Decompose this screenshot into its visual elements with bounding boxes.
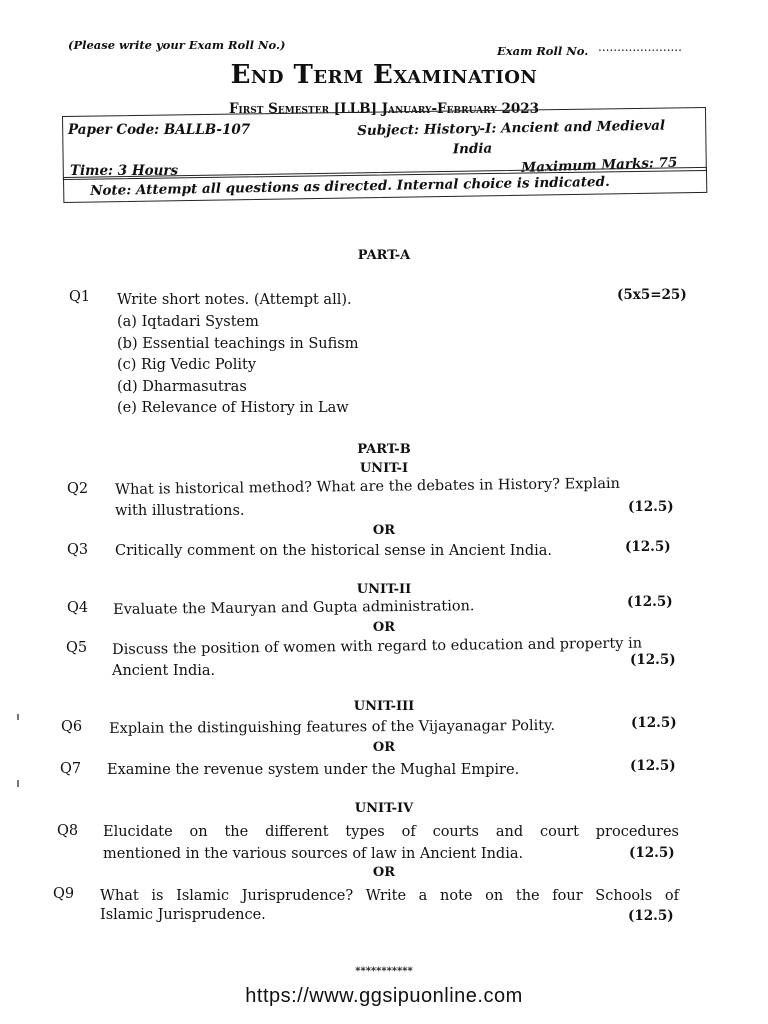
q1-item-e: (e) Relevance of History in Law [117, 400, 349, 416]
or-q8-q9: OR [372, 865, 396, 880]
subject-line-2: India [452, 140, 493, 158]
part-a-heading: PART-A [357, 248, 411, 263]
exam-roll-blank: ...................... [598, 40, 682, 54]
q6-number: Q6 [61, 719, 83, 735]
q1-marks: (5x5=25) [617, 287, 687, 303]
q9-marks: (12.5) [628, 908, 674, 924]
q3-text: Critically comment on the historical sense in Ancient India. [115, 543, 553, 559]
subject [357, 115, 708, 161]
unit-1-heading: UNIT-I [359, 461, 409, 476]
q7-number: Q7 [60, 761, 82, 777]
q6-text: Explain the distinguishing features of the Vijayanagar Polity. [109, 717, 555, 737]
instructions-note: Note: Attempt all questions as directed. Internal choice is indicated. [90, 173, 610, 199]
q1-item-c: (c) Rig Vedic Polity [117, 357, 257, 373]
q1-number: Q1 [69, 289, 91, 305]
q7-text: Examine the revenue system under the Mughal Empire. [107, 762, 520, 778]
q5-line-1: Discuss the position of women with regard to education and property in [112, 635, 643, 658]
q9-line-2: Islamic Jurisprudence. [100, 907, 266, 923]
semester-line: First Semester [LLB] January-February 2023 [228, 101, 540, 117]
q2-number: Q2 [67, 481, 89, 497]
exam-roll-label: Exam Roll No. [497, 44, 589, 58]
q1-text: Write short notes. (Attempt all). [117, 292, 352, 308]
q8-line-2: mentioned in the various sources of law in Ancient India. [103, 846, 524, 862]
unit-2-heading: UNIT-II [356, 582, 412, 597]
q2-line-2: with illustrations. [115, 503, 245, 519]
q1-item-a: (a) Iqtadari System [117, 314, 259, 330]
q9-number: Q9 [53, 886, 75, 902]
scan-speck [17, 714, 19, 720]
scan-speck [17, 780, 19, 787]
q2-line-1: What is historical method? What are the debates in History? Explain [115, 475, 621, 498]
q8-line-1: Elucidate on the different types of courts and court procedures [103, 824, 679, 840]
time-allowed: Time: 3 Hours [70, 163, 179, 179]
q4-text: Evaluate the Mauryan and Gupta administration. [113, 598, 475, 618]
q6-marks: (12.5) [631, 715, 677, 731]
paper-code: Paper Code: BALLB-107 [68, 122, 251, 138]
q7-marks: (12.5) [630, 758, 676, 774]
q5-line-2: Ancient India. [112, 663, 216, 679]
q4-marks: (12.5) [627, 594, 673, 610]
q2-marks: (12.5) [628, 499, 674, 515]
exam-title: End Term Examination [230, 60, 538, 90]
q1-item-d: (d) Dharmasutras [117, 378, 247, 395]
subject-line-1: Subject: History-I: Ancient and Medieval [357, 117, 666, 139]
end-of-paper-stars: *********** [355, 966, 413, 977]
unit-3-heading: UNIT-III [353, 699, 415, 714]
q3-number: Q3 [67, 542, 89, 558]
footer-url: https://www.ggsipuonline.com [245, 985, 523, 1007]
q5-marks: (12.5) [630, 652, 676, 668]
or-q2-q3: OR [372, 523, 396, 538]
q8-number: Q8 [57, 823, 79, 839]
or-q4-q5: OR [372, 620, 396, 635]
q3-marks: (12.5) [625, 539, 671, 555]
unit-4-heading: UNIT-IV [354, 801, 414, 816]
part-b-heading: PART-B [357, 442, 411, 457]
roll-number-instruction: (Please write your Exam Roll No.) [68, 38, 286, 52]
q5-number: Q5 [66, 640, 88, 656]
q8-marks: (12.5) [629, 845, 675, 861]
q9-line-1: What is Islamic Jurisprudence? Write a note on the four Schools of [100, 888, 679, 904]
q4-number: Q4 [67, 600, 89, 616]
or-q6-q7: OR [372, 740, 396, 755]
q1-item-b: (b) Essential teachings in Sufism [117, 335, 359, 352]
maximum-marks: Maximum Marks: 75 [521, 154, 678, 176]
